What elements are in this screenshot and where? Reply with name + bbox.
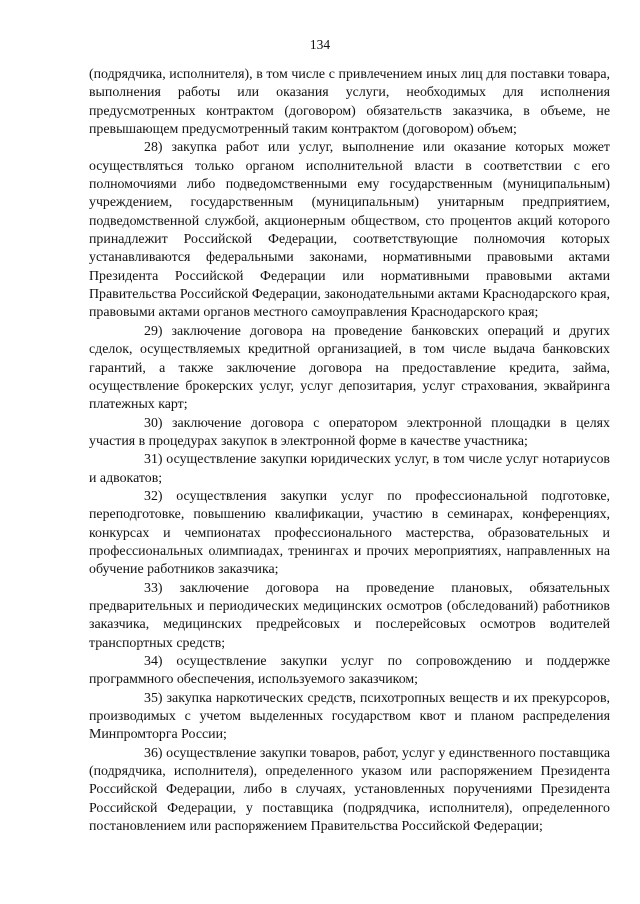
paragraph-item-28: 28) закупка работ или услуг, выполнение или оказание которых может осуществляться только органом исполнительной власти в соответствии с его полномочиями либо подведомственными ему государственным (муниципальным) учреждением, государственным (муниципальным) унитарным предприятием, подведомственной службой, акционерным обществом, сто процентов акций которого принадлежит Российской Федерации, соответствующие полномочия которых устанавливаются федеральными законами, нормативными правовыми актами Президента Российской Федерации или нормативными правовыми актами Правительства Российской Федерации, законодательными актами Краснодарского края, правовыми актами органов местного самоуправления Краснодарского края; [89, 140, 610, 321]
paragraph-continuation: (подрядчика, исполнителя), в том числе с привлечением иных лиц для поставки товара, выполнения работы или оказания услуги, необходимых для исполнения предусмотренных контрактом (договором) обязательств заказчика, в объеме, не превышающем предусмотренный таким контрактом (договором) объем; [89, 67, 610, 138]
paragraph-item-32: 32) осуществления закупки услуг по профессиональной подготовке, переподготовке, повышению квалификации, участию в семинарах, конференциях, конкурсах и чемпионатах профессионального мастерства, образовательных и профессиональных олимпиадах, тренингах и прочих мероприятиях, направленных на обучение работников заказчика; [89, 488, 610, 578]
paragraph-item-34: 34) осуществление закупки услуг по сопровождению и поддержке программного обеспечения, используемого заказчиком; [89, 654, 610, 688]
page-number: 134 [309, 37, 331, 52]
paragraph-item-35: 35) закупка наркотических средств, психотропных веществ и их прекурсоров, производимых с учетом выделенных государством квот и планом распределения Минпромторга России; [89, 690, 610, 743]
paragraph-item-29: 29) заключение договора на проведение банковских операций и других сделок, осуществляемых кредитной организацией, в том числе выдача банковских гарантий, а также заключение договора на предоставление кредита, займа, осуществление брокерских услуг, услуг депозитария, услуг страхования, эквайринга платежных карт; [89, 323, 610, 413]
paragraph-item-30: 30) заключение договора с оператором электронной площадки в целях участия в процедурах закупок в электронной форме в качестве участника; [89, 415, 610, 449]
paragraph-item-31: 31) осуществление закупки юридических услуг, в том числе услуг нотариусов и адвокатов; [89, 452, 610, 486]
paragraph-item-33: 33) заключение договора на проведение плановых, обязательных предварительных и периодических медицинских осмотров (обследований) работников заказчика, медицинских предрейсовых и послерейсовых осмотров водителей транспортных средств; [89, 580, 610, 651]
paragraph-item-36: 36) осуществление закупки товаров, работ, услуг у единственного поставщика (подрядчика, исполнителя), определенного указом или распоряжением Президента Российской Федерации, либо в случаях, установленных поручениями Президента Российской Федерации, у поставщика (подрядчика, исполнителя), определенного постановлением или распоряжением Правительства Российской Федерации; [89, 745, 610, 835]
document-body [89, 66, 610, 836]
